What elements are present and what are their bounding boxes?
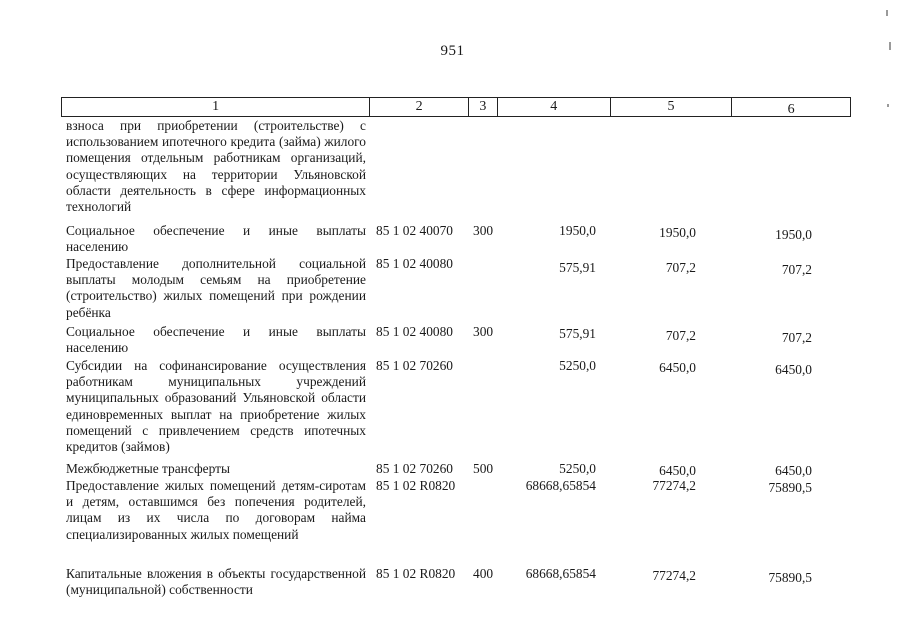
row-expense-type: 300: [473, 324, 494, 339]
row-value-col5: 707,2: [665, 328, 696, 343]
scan-speck: [889, 42, 891, 50]
header-cell-6: 6: [787, 102, 795, 117]
row-value-col4: 575,91: [559, 326, 596, 341]
row-value-col6: 707,2: [781, 330, 812, 345]
page-number: 951: [440, 43, 465, 59]
row-value-col4: 68668,65854: [525, 566, 596, 581]
row-description: Межбюджетные трансферты: [66, 461, 230, 476]
row-value-col6: 75890,5: [768, 480, 812, 495]
row-code: 85 1 02 70260: [376, 358, 453, 373]
row-expense-type: 500: [473, 461, 494, 476]
row-value-col5: 77274,2: [652, 568, 696, 583]
row-value-col4: 5250,0: [559, 358, 596, 373]
row-value-col4: 575,91: [559, 260, 596, 275]
row-value-col4: 1950,0: [559, 223, 596, 238]
row-value-col6: 6450,0: [775, 463, 812, 478]
row-description: Предоставление дополнительной социальной выплаты молодым семьям на приобретение (строительство) жилых помещений при рождении ребёнка: [66, 256, 366, 320]
row-value-col5: 6450,0: [659, 463, 696, 478]
row-code: 85 1 02 40080: [376, 324, 453, 339]
row-code: 85 1 02 40080: [376, 256, 453, 271]
row-value-col5: 77274,2: [652, 478, 696, 493]
row-value-col6: 1950,0: [775, 227, 812, 242]
row-expense-type: 300: [473, 223, 494, 238]
row-value-col4: 68668,65854: [525, 478, 596, 493]
row-description: Капитальные вложения в объекты государственной (муниципальной) собственности: [66, 566, 366, 598]
row-value-col6: 707,2: [781, 262, 812, 277]
row-code: 85 1 02 R0820: [376, 478, 456, 493]
row-description: Субсидии на софинансирование осуществления работникам муниципальных учреждений муниципальных образований Ульяновской области единовременных выплат на приобретение жилых помещений с привлечением средств ипотечных кредитов (займов): [66, 358, 366, 455]
row-code: 85 1 02 70260: [376, 461, 453, 476]
row-code: 85 1 02 R0820: [376, 566, 456, 581]
header-cell-5: 5: [611, 98, 733, 116]
row-value-col5: 707,2: [665, 260, 696, 275]
scan-speck: [887, 104, 889, 107]
header-cell-1: 1: [62, 98, 370, 116]
header-cell-3: 3: [469, 98, 498, 116]
header-cell-4: 4: [498, 98, 611, 116]
row-value-col5: 6450,0: [659, 360, 696, 375]
row-value-col6: 6450,0: [775, 362, 812, 377]
table-header-row: [61, 97, 851, 117]
row-code: 85 1 02 40070: [376, 223, 453, 238]
row-description: Социальное обеспечение и иные выплаты населению: [66, 223, 366, 255]
row-value-col4: 5250,0: [559, 461, 596, 476]
row-value-col6: 75890,5: [768, 570, 812, 585]
row-value-col5: 1950,0: [659, 225, 696, 240]
row-description: Социальное обеспечение и иные выплаты населению: [66, 324, 366, 356]
header-cell-2: 2: [370, 98, 469, 116]
row-description: взноса при приобретении (строительстве) с использованием ипотечного кредита (займа) жилого помещения отдельным работникам организаций, осуществляющих на территории Ульяновской области деятельность в сфере информационных технологий: [66, 118, 366, 215]
scan-speck: [886, 10, 888, 16]
row-description: Предоставление жилых помещений детям-сиротам и детям, оставшимся без попечения родителей, лицам из их числа по договорам найма специализированных жилых помещений: [66, 478, 366, 542]
row-expense-type: 400: [473, 566, 494, 581]
